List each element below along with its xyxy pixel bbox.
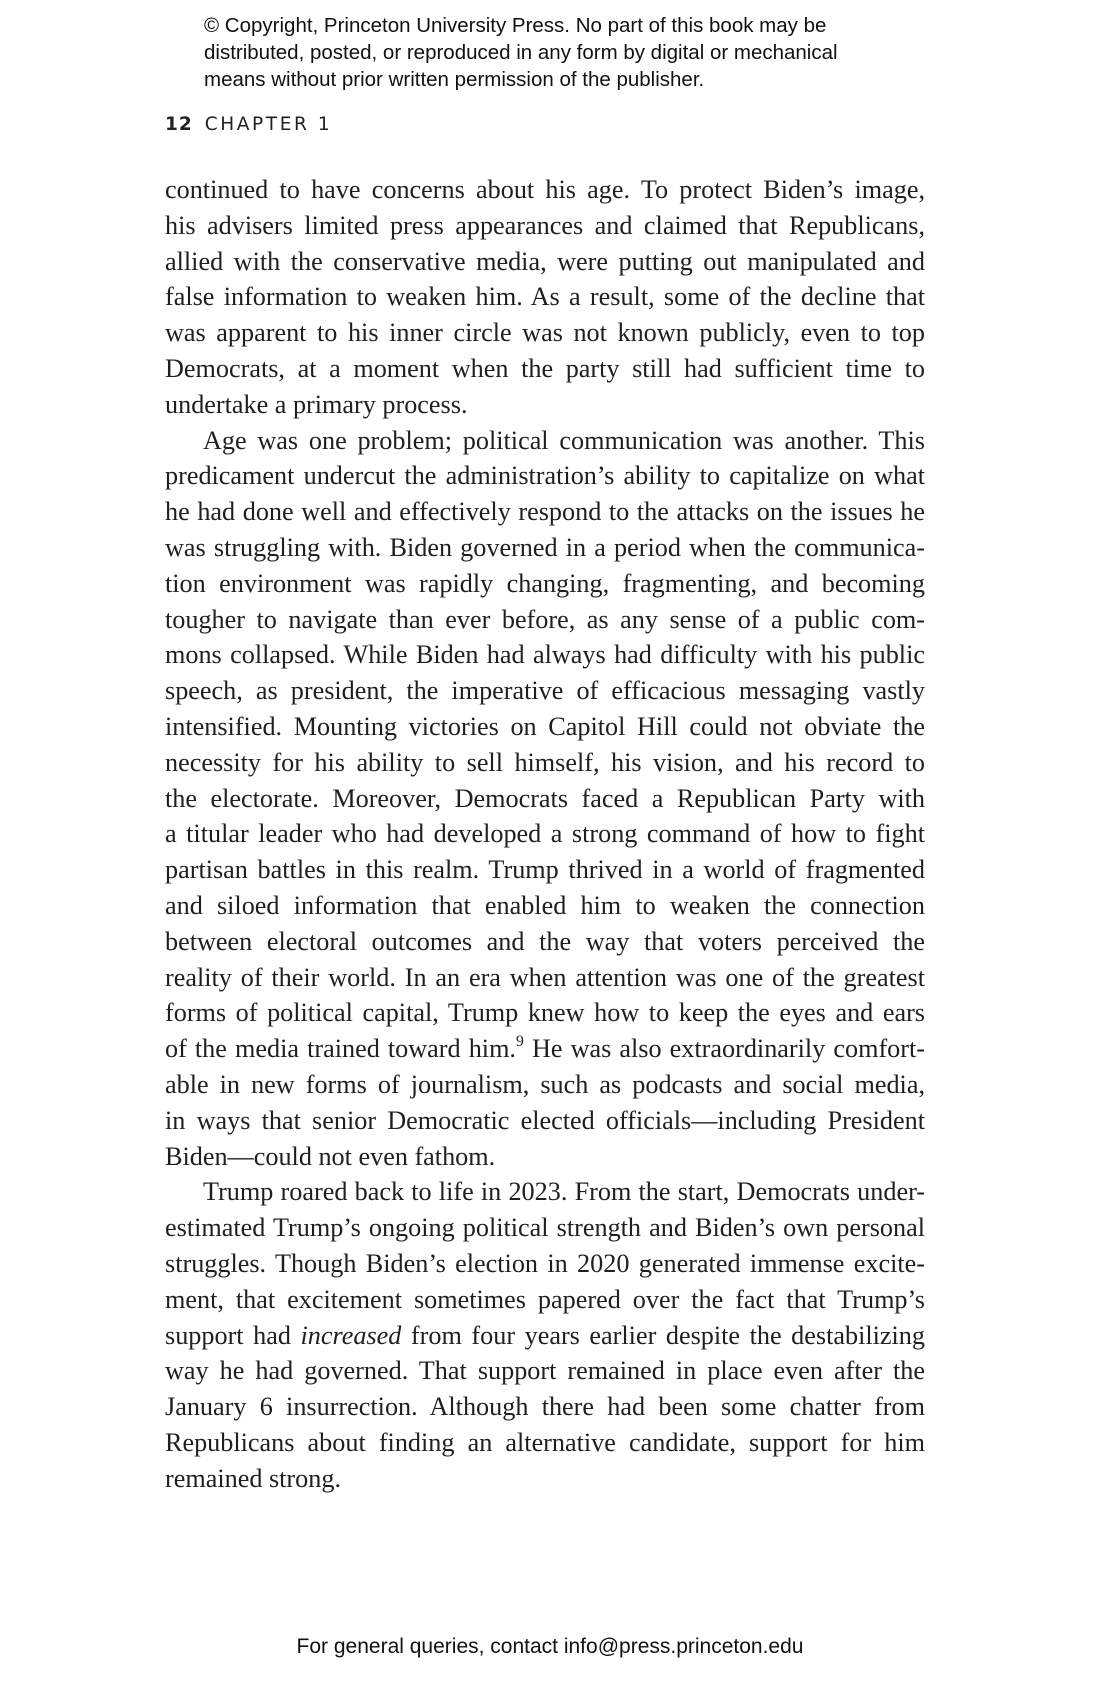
text-line: mons collapsed. While Biden had always had difficulty with his public — [165, 640, 925, 670]
text-line: intensified. Mounting victories on Capitol Hill could not obviate the — [165, 711, 925, 741]
text-fragment: from four years earlier despite the destabilizing — [401, 1320, 925, 1350]
text-line: and siloed information that enabled him to weaken the connection — [165, 890, 925, 920]
text-line: allied with the conservative media, were putting out manipulated and — [165, 246, 925, 276]
text-line: predicament undercut the administration’s ability to capitalize on what — [165, 461, 925, 491]
text-line: tougher to navigate than ever before, as any sense of a public com- — [165, 604, 925, 634]
paragraph-1 — [165, 172, 925, 423]
text-line: continued to have concerns about his age. To protect Biden’s image, — [165, 175, 925, 204]
text-line: speech, as president, the imperative of efficacious messaging vastly — [165, 676, 925, 706]
footnote-marker[interactable]: 9 — [515, 1033, 524, 1051]
copyright-line: distributed, posted, or reproduced in any form by digital or mechanical — [204, 41, 838, 64]
text-line: January 6 insurrection. Although there had been some chatter from — [165, 1392, 925, 1422]
text-line: estimated Trump’s ongoing political strength and Biden’s own personal — [165, 1213, 925, 1243]
text-line-with-italic — [165, 1318, 925, 1354]
text-line: his advisers limited press appearances and claimed that Republicans, — [165, 210, 925, 240]
text-line: undertake a primary process. — [165, 389, 468, 419]
text-line-with-footnote — [165, 1031, 925, 1067]
page-number: 12 — [165, 114, 193, 135]
text-fragment: He was also extraordinarily comfort- — [523, 1034, 925, 1064]
text-line: a titular leader who had developed a strong command of how to fight — [165, 819, 925, 849]
text-line: partisan battles in this realm. Trump thrived in a world of fragmented — [165, 855, 925, 885]
text-fragment: support had — [165, 1320, 301, 1350]
paragraph-2 — [165, 423, 925, 1175]
text-line: Trump roared back to life in 2023. From the start, Democrats under- — [203, 1177, 925, 1207]
text-line: forms of political capital, Trump knew how to keep the eyes and ears — [165, 998, 925, 1028]
text-line: between electoral outcomes and the way that voters perceived the — [165, 926, 925, 956]
text-line: was apparent to his inner circle was not known publicly, even to top — [165, 318, 925, 348]
copyright-line: © Copyright, Princeton University Press. No part of this book may be — [204, 14, 827, 37]
text-line: Republicans about finding an alternative candidate, support for him — [165, 1427, 925, 1457]
copyright-notice — [204, 12, 924, 93]
text-line: Biden—could not even fathom. — [165, 1141, 496, 1171]
paragraph-3 — [165, 1174, 925, 1496]
text-line: necessity for his ability to sell himself, his vision, and his record to — [165, 747, 925, 777]
text-line: able in new forms of journalism, such as podcasts and social media, — [165, 1069, 925, 1099]
text-line: reality of their world. In an era when attention was one of the greatest — [165, 962, 925, 992]
text-line: tion environment was rapidly changing, fragmenting, and becoming — [165, 568, 925, 598]
body-text — [165, 172, 925, 1496]
text-line: way he had governed. That support remained in place even after the — [165, 1356, 925, 1386]
chapter-label: CHAPTER 1 — [204, 114, 333, 135]
running-head — [165, 114, 332, 135]
text-line: was struggling with. Biden governed in a period when the communica- — [165, 532, 925, 562]
copyright-line: means without prior written permission of the publisher. — [204, 68, 705, 91]
text-line: remained strong. — [165, 1463, 341, 1493]
text-line: Age was one problem; political communication was another. This — [203, 425, 925, 455]
text-line: in ways that senior Democratic elected officials—including President — [165, 1105, 925, 1135]
text-fragment: of the media trained toward him. — [165, 1034, 516, 1064]
italic-emphasis: increased — [300, 1320, 402, 1350]
text-line: ment, that excitement sometimes papered over the fact that Trump’s — [165, 1284, 925, 1314]
footer-contact: For general queries, contact info@press.princeton.edu — [296, 1635, 804, 1658]
text-line: the electorate. Moreover, Democrats faced a Republican Party with — [165, 783, 925, 813]
text-line: he had done well and effectively respond to the attacks on the issues he — [165, 497, 925, 527]
text-line: Democrats, at a moment when the party still had sufficient time to — [165, 353, 925, 383]
text-line: struggles. Though Biden’s election in 2020 generated immense excite- — [165, 1248, 925, 1278]
text-line: false information to weaken him. As a result, some of the decline that — [165, 282, 925, 312]
